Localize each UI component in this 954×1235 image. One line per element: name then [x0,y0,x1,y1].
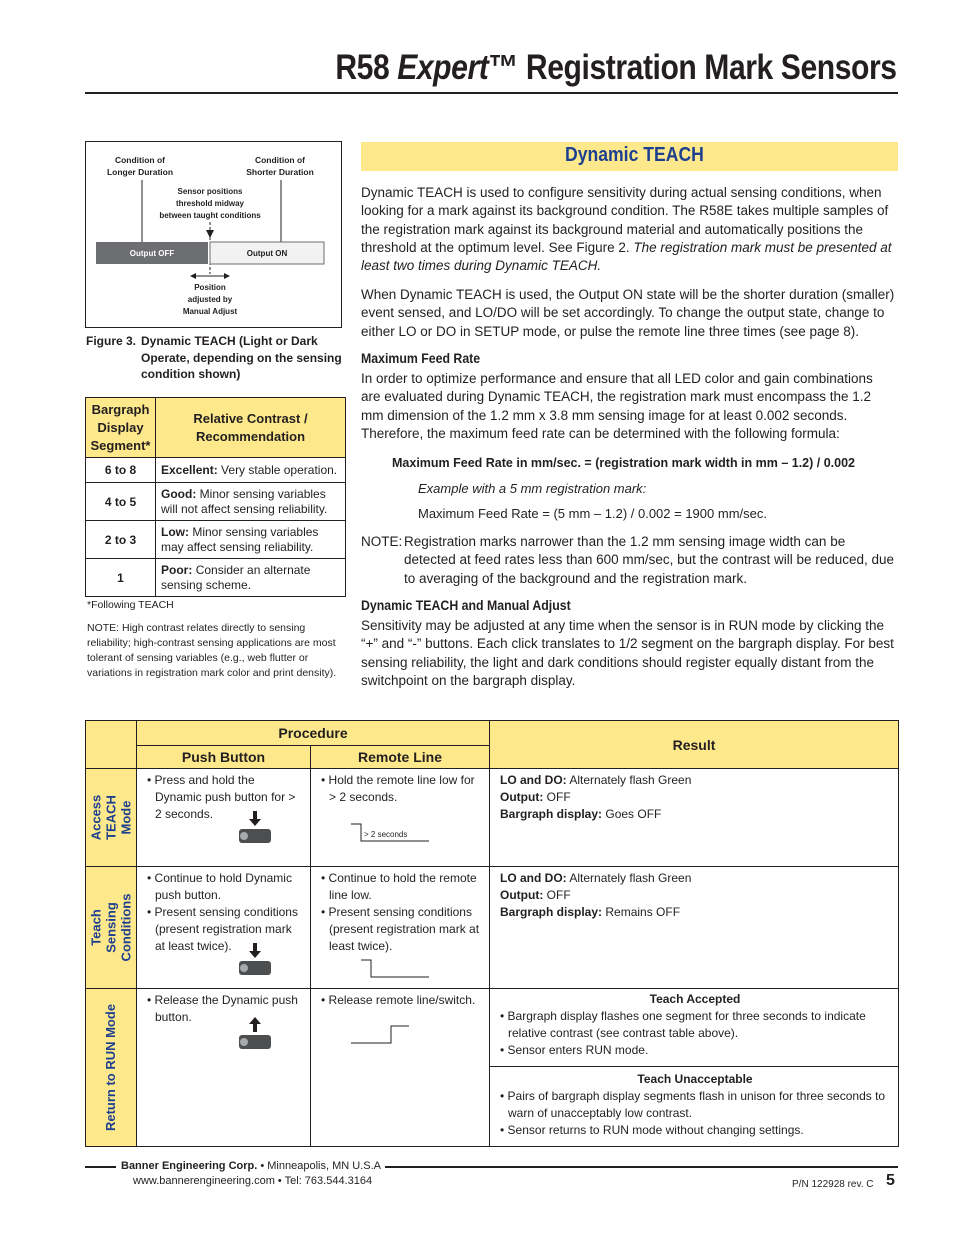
table-row [86,521,346,559]
note-label: NOTE: [361,534,403,549]
timing-label: > 2 seconds [364,830,408,839]
segment-cell: 1 [86,559,156,597]
remote-release-icon [351,1023,411,1045]
page-title: R58 Expert™ Registration Mark Sensors [335,48,897,87]
title-rule [85,92,898,94]
result-header: Result [490,721,899,769]
table-row [86,458,346,483]
table-row [86,769,899,867]
list-item: • Present sensing conditions (present registration mark at least twice). [147,904,302,955]
segment-cell: 6 to 8 [86,458,156,483]
recommendation-cell: Good: Minor sensing variables will not affect sensing reliability. [156,483,346,521]
output-on-label: Output ON [246,249,288,258]
manual-adjust-text: Sensitivity may be adjusted at any time when the sensor is in RUN mode by clicking the “+” and “-” buttons. Each click translates to 1/2 segment on the bargraph display. For best sensing reliability, the light and dark conditions should register equally distant from the switchpoint on the bargraph display. [361,618,894,688]
bargraph-contrast-table [85,397,346,597]
result-line: Bargraph display: Goes OFF [500,807,662,821]
list-item: • Continue to hold the remote line low. [321,870,481,904]
step-header-blank [86,721,137,769]
list-item: • Hold the remote line low for > 2 seconds. [321,772,481,806]
segment-cell: 2 to 3 [86,521,156,559]
step-return-run: Return to RUN Mode [86,989,137,1147]
result-line: Output: OFF [500,790,571,804]
max-feed-heading: Maximum Feed Rate [361,350,481,366]
footer-company: Banner Engineering Corp. • Minneapolis, MN U.S.A [121,1160,381,1172]
table-row [86,989,899,1147]
section-banner [361,142,898,171]
recommendation-cell: Excellent: Very stable operation. [156,458,346,483]
push-cell [137,769,311,867]
part-number: P/N 122928 rev. C [792,1179,874,1190]
step-access-teach: Access TEACH Mode [86,769,137,867]
result-cell [490,989,899,1147]
recommendation-cell: Poor: Consider an alternate sensing scheme. [156,559,346,597]
remote-hold-icon [361,957,431,979]
list-item: • Continue to hold Dynamic push button. [147,870,302,904]
table-row [86,483,346,521]
result-line: LO and DO: Alternately flash Green [500,871,692,885]
list-item: • Sensor enters RUN mode. [500,1042,890,1059]
header-segment: Bargraph Display Segment* [86,398,156,458]
result-line: Bargraph display: Remains OFF [500,905,681,919]
remote-cell [311,769,490,867]
push-cell [137,989,311,1147]
result-cell [490,769,899,867]
list-item: • Present sensing conditions (present registration mark at least twice). [321,904,481,955]
adjust-left-arrow-icon [190,273,196,279]
list-item: • Pairs of bargraph display segments flash in unison for three seconds to warn of unacceptably low contrast. [500,1088,890,1122]
remote-cell [311,989,490,1147]
figure-caption-text: Dynamic TEACH (Light or Dark Operate, depending on the sensing condition shown) [141,334,342,381]
recommendation-cell: Low: Minor sensing variables may affect sensing reliability. [156,521,346,559]
threshold-label: Sensor positions threshold midway between taught conditions [159,187,261,220]
manual-adjust-heading: Dynamic TEACH and Manual Adjust [361,597,571,613]
remote-line-header: Remote Line [311,746,490,769]
max-feed-formula: Maximum Feed Rate in mm/sec. = (registration mark width in mm – 1.2) / 0.002 [392,456,856,470]
example-formula: Maximum Feed Rate = (5 mm – 1.2) / 0.002 = 1900 mm/sec. [418,506,767,521]
adjust-right-arrow-icon [224,273,230,279]
longer-duration-label: Condition of Longer Duration [106,155,174,177]
result-cell [490,867,899,989]
feed-rate-note: Registration marks narrower than the 1.2 mm sensing image width can be detected at feed rates less than 600 mm/sec, but the contrast will be reduced, due to averaging of the background and the registration mark. [404,534,895,586]
segment-cell: 4 to 5 [86,483,156,521]
figure-3-diagram [85,141,342,328]
threshold-arrow-icon [206,230,214,238]
max-feed-text: In order to optimize performance and ensure that all LED color and gain combinations are evaluated during Dynamic TEACH, the registration mark must encompass the 1.2 mm dimension of the 1.2 mm x 3.8 mm sensing image for at least 0.002 seconds. Therefore, the maximum feed rate can be determined with the following formula: [361,371,873,441]
list-item: • Press and hold the Dynamic push button for > 2 seconds. [147,772,302,823]
teach-unacceptable-title: Teach Unacceptable [637,1072,753,1086]
contrast-note: NOTE: High contrast relates directly to sensing reliability; high-contrast sensing applications are most tolerant of sensing variables (e.g., web flutter or variations in registration mark color and print density). [87,622,337,679]
release-button-icon [237,1015,273,1055]
footer-rule-left [85,1166,116,1168]
hold-button-icon [237,941,273,981]
intro-paragraph-1: Dynamic TEACH is used to configure sensitivity during actual sensing conditions, when looking for a mark against its background condition. The R58E takes multiple samples of the registration mark against its background material and automatically positions the threshold at the optimum level. See Figure 2. The registration mark must be presented at least two times during Dynamic TEACH. [361,185,892,274]
intro-paragraph-2: When Dynamic TEACH is used, the Output ON state will be the shorter duration (smaller) event sensed, and LO/DO will be set accordingly. To change the output state, change to either LO or DO in SETUP mode, or pulse the remote line three times (see page 8). [361,287,895,339]
table-row [86,559,346,597]
step-teach-conditions: Teach Sensing Conditions [86,867,137,989]
list-item: • Sensor returns to RUN mode without changing settings. [500,1122,890,1139]
example-label: Example with a 5 mm registration mark: [418,481,647,496]
header-recommendation: Relative Contrast / Recommendation [156,398,346,458]
figure-caption-label: Figure 3. [86,334,137,348]
list-item: • Release the Dynamic push button. [147,992,302,1026]
push-cell [137,867,311,989]
position-adjust-label: Position adjusted by Manual Adjust [182,283,238,316]
procedure-table [85,720,899,1147]
press-button-icon [237,809,273,849]
table-row [86,867,899,989]
push-button-header: Push Button [137,746,311,769]
result-line: LO and DO: Alternately flash Green [500,773,692,787]
footer-contact: www.bannerengineering.com • Tel: 763.544.3164 [133,1175,373,1187]
list-item: • Release remote line/switch. [321,992,481,1009]
table-footnote: *Following TEACH [87,599,174,611]
output-off-label: Output OFF [129,249,175,258]
list-item: • Bargraph display flashes one segment for three seconds to indicate relative contrast (see contrast table above). [500,1008,890,1042]
shorter-duration-label: Condition of Shorter Duration [246,155,314,177]
section-title: Dynamic TEACH [565,144,704,166]
result-line: Output: OFF [500,888,571,902]
footer-rule-right [385,1166,898,1168]
procedure-header: Procedure [137,721,490,746]
page-number: 5 [886,1172,895,1189]
teach-accepted-title: Teach Accepted [649,992,741,1006]
remote-cell [311,867,490,989]
